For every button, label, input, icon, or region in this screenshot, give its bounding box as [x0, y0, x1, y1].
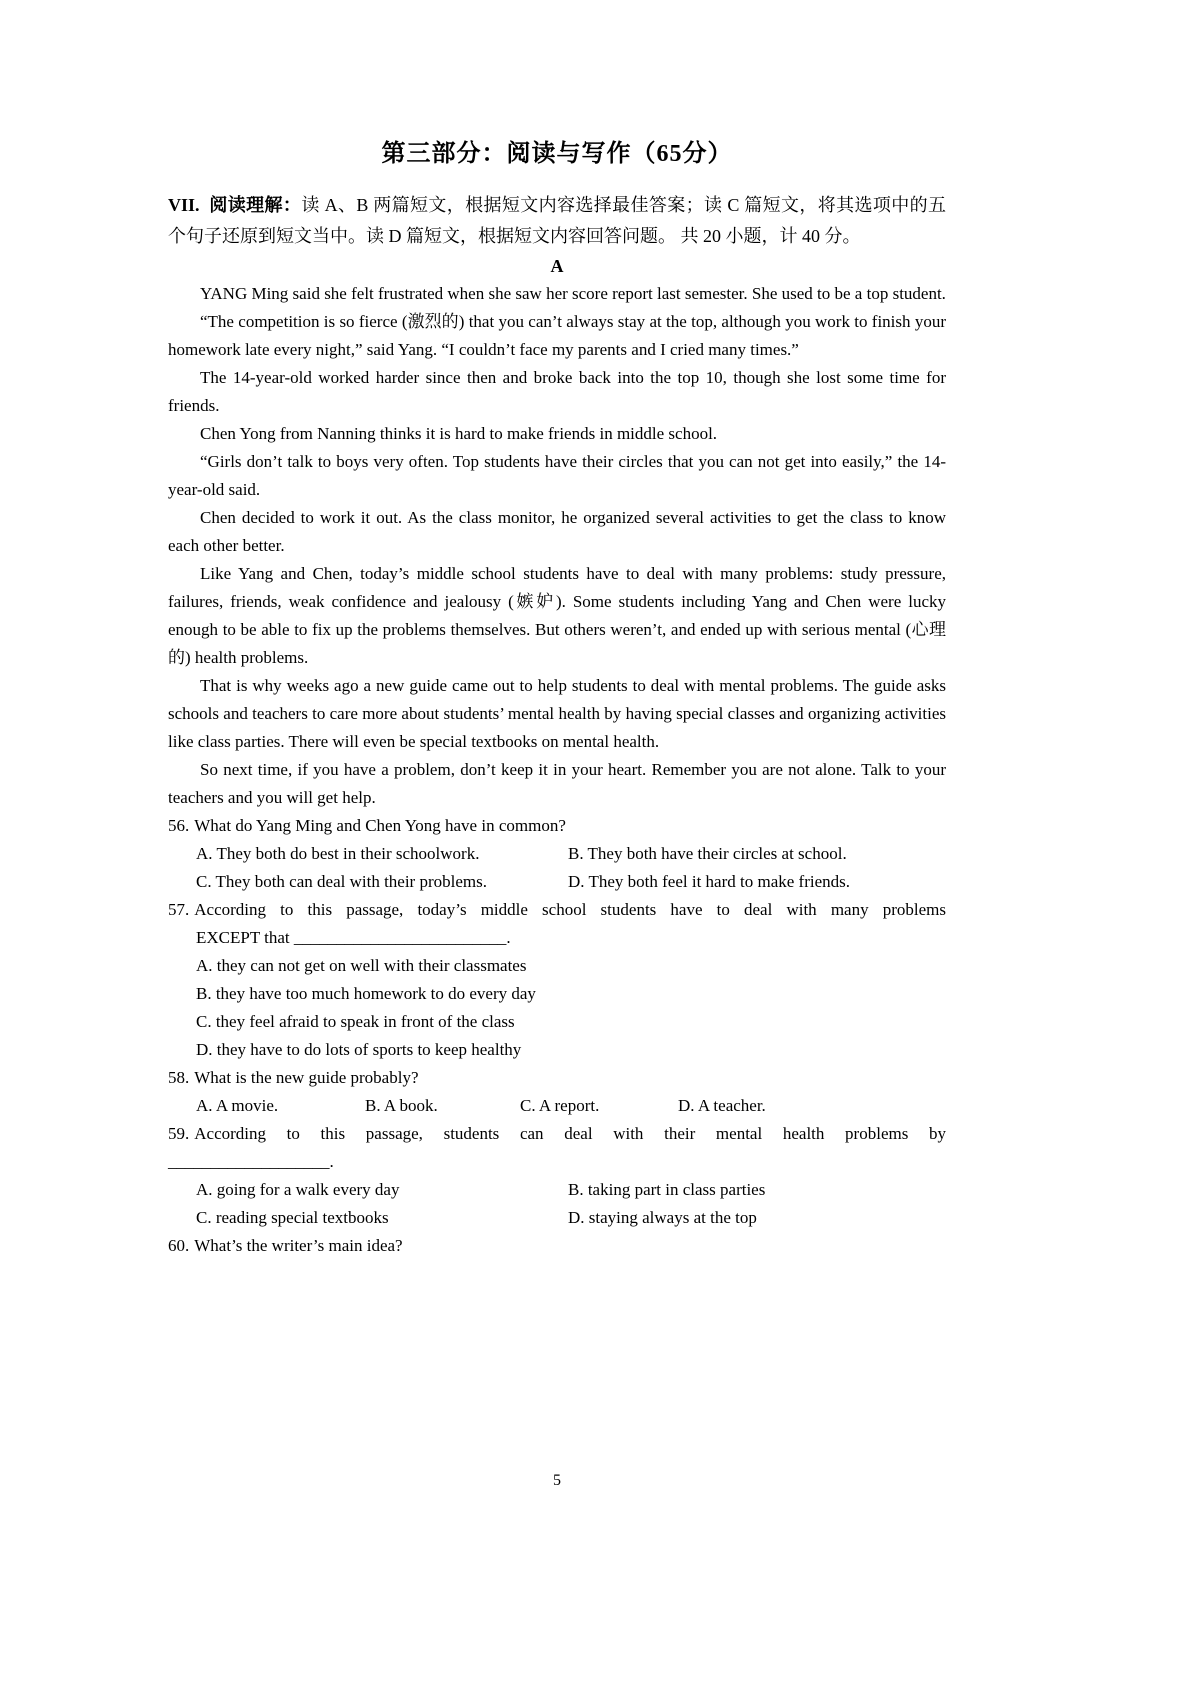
option-58-d: D. A teacher.	[678, 1096, 766, 1115]
instructions-label: VII.	[168, 195, 200, 215]
question-59-options-row-1	[168, 1176, 946, 1204]
passage-paragraph-9: So next time, if you have a problem, don’t keep it in your heart. Remember you are not alone. Talk to your teachers and you will get help.	[168, 760, 946, 807]
question-57	[168, 896, 946, 1064]
question-56-text: What do Yang Ming and Chen Yong have in common?	[194, 816, 566, 835]
option-58-c: C. A report.	[520, 1096, 600, 1115]
instructions-body: 读 A、B 两篇短文，根据短文内容选择最佳答案；读 C 篇短文，将其选项中的五个句子还原到短文当中。读 D 篇短文，根据短文内容回答问题。 共 20 小题，计 40 分。	[168, 195, 947, 246]
question-59-number: 59.	[168, 1124, 190, 1143]
option-58-a: A. A movie.	[196, 1096, 279, 1115]
question-59-text: According to this passage, students can deal with their mental health problems by	[194, 1124, 946, 1143]
question-57-number: 57.	[168, 900, 190, 919]
option-57-a: A. they can not get on well with their classmates	[196, 956, 527, 975]
question-58	[168, 1064, 946, 1120]
question-58-options-row	[168, 1092, 946, 1120]
option-59-c: C. reading special textbooks	[196, 1208, 389, 1227]
question-58-text: What is the new guide probably?	[194, 1068, 419, 1087]
question-60-number: 60.	[168, 1236, 190, 1255]
option-58-b: B. A book.	[365, 1096, 438, 1115]
question-56	[168, 812, 946, 896]
passage-paragraph-7: Like Yang and Chen, today’s middle school students have to deal with many problems: study pressure, failures, friends, weak confidence and jealousy (嫉妒). Some students including Yang and Chen were lucky enough to be able to fix up the problems themselves. But others weren’t, and ended up with serious mental (心理的) health problems.	[168, 564, 946, 667]
section-instructions	[168, 190, 946, 252]
question-58-number: 58.	[168, 1068, 190, 1087]
option-56-a: A. They both do best in their schoolwork.	[196, 844, 480, 863]
question-60-text: What’s the writer’s main idea?	[194, 1236, 403, 1255]
question-56-stem	[168, 812, 946, 840]
passage-paragraph-1: YANG Ming said she felt frustrated when she saw her score report last semester. She used to be a top student.	[200, 284, 946, 303]
question-56-options-row-1	[168, 840, 946, 868]
question-59-stem	[168, 1120, 946, 1148]
passage-paragraph-5: “Girls don’t talk to boys very often. Top students have their circles that you can not get into easily,” the 14-year-old said.	[168, 452, 946, 499]
question-59-blank: ___________________.	[168, 1152, 334, 1171]
question-57-stem-continued: EXCEPT that _________________________.	[196, 928, 511, 947]
option-57-d: D. they have to do lots of sports to keep healthy	[196, 1040, 522, 1059]
question-59-options-row-2	[168, 1204, 946, 1232]
option-57-b: B. they have too much homework to do every day	[196, 984, 536, 1003]
exam-sheet	[168, 138, 946, 1260]
passage-paragraph-2: “The competition is so fierce (激烈的) that you can’t always stay at the top, although you work to finish your homework late every night,” said Yang. “I couldn’t face my parents and I cried many times.”	[168, 312, 946, 359]
question-56-options-row-2	[168, 868, 946, 896]
section-title: 第三部分：阅读与写作（65分）	[381, 141, 733, 167]
passage-paragraph-8: That is why weeks ago a new guide came out to help students to deal with mental problems. The guide asks schools and teachers to care more about students’ mental health by having special classes and organizing activities like class parties. There will even be special textbooks on mental health.	[168, 676, 946, 751]
option-56-c: C. They both can deal with their problems.	[196, 872, 487, 891]
question-57-text: According to this passage, today’s middle school students have to deal with many problems	[194, 900, 946, 919]
option-56-b: B. They both have their circles at school.	[568, 844, 847, 863]
option-56-d: D. They both feel it hard to make friends.	[568, 872, 850, 891]
passage-paragraph-4: Chen Yong from Nanning thinks it is hard to make friends in middle school.	[200, 424, 718, 443]
instructions-heading: 阅读理解：	[209, 195, 302, 215]
question-57-stem	[168, 896, 946, 924]
question-58-stem	[168, 1064, 946, 1092]
passage-paragraph-3: The 14-year-old worked harder since then and broke back into the top 10, though she lost some time for friends.	[168, 368, 946, 415]
option-59-a: A. going for a walk every day	[196, 1180, 400, 1199]
option-57-c: C. they feel afraid to speak in front of the class	[196, 1012, 515, 1031]
question-60-stem	[168, 1232, 946, 1260]
passage-paragraph-6: Chen decided to work it out. As the class monitor, he organized several activities to get the class to know each other better.	[168, 508, 946, 555]
question-59	[168, 1120, 946, 1232]
option-59-b: B. taking part in class parties	[568, 1180, 766, 1199]
question-60	[168, 1232, 946, 1260]
page-number: 5	[553, 1472, 561, 1489]
question-56-number: 56.	[168, 816, 190, 835]
passage-label: A	[550, 256, 564, 276]
option-59-d: D. staying always at the top	[568, 1208, 757, 1227]
